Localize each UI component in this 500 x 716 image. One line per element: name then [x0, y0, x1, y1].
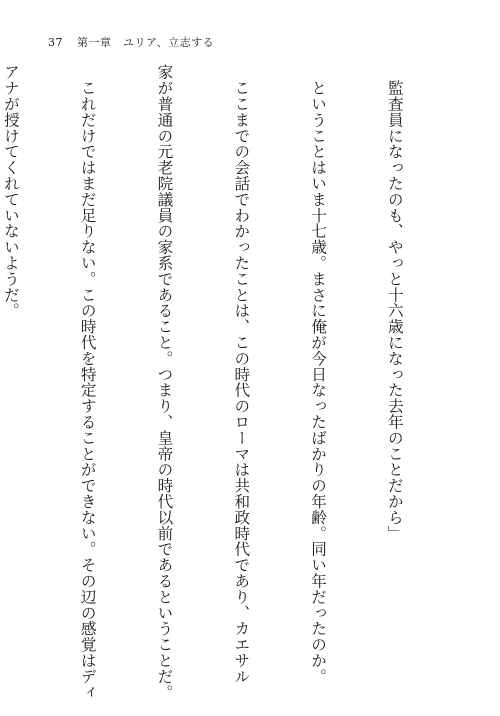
text-line: 家が普通の元老院議員の家系であること。つまり、皇帝の時代以前であるということだ。 — [155, 64, 174, 700]
body-text — [1, 64, 458, 700]
text-line: 監査員になったのも、やっと十六歳になった去年のことだから」 — [385, 64, 404, 541]
text-line: これだけではまだ足りない。この時代を特定することができない。その辺の感覚はディ — [78, 64, 97, 700]
running-header — [48, 34, 214, 50]
text-line: ここまでの会話でわかったことは、この時代のローマは共和政時代であり、カエサル — [232, 64, 251, 685]
chapter-title: 第一章 ユリア、立志する — [77, 36, 215, 49]
text-line: ということはいま十七歳。まさに俺が今日なったばかりの年齢。同い年だったのか。 — [309, 64, 328, 685]
text-line: アナが授けてくれていないようだ。 — [1, 64, 20, 319]
page-number: 37 — [48, 36, 63, 49]
